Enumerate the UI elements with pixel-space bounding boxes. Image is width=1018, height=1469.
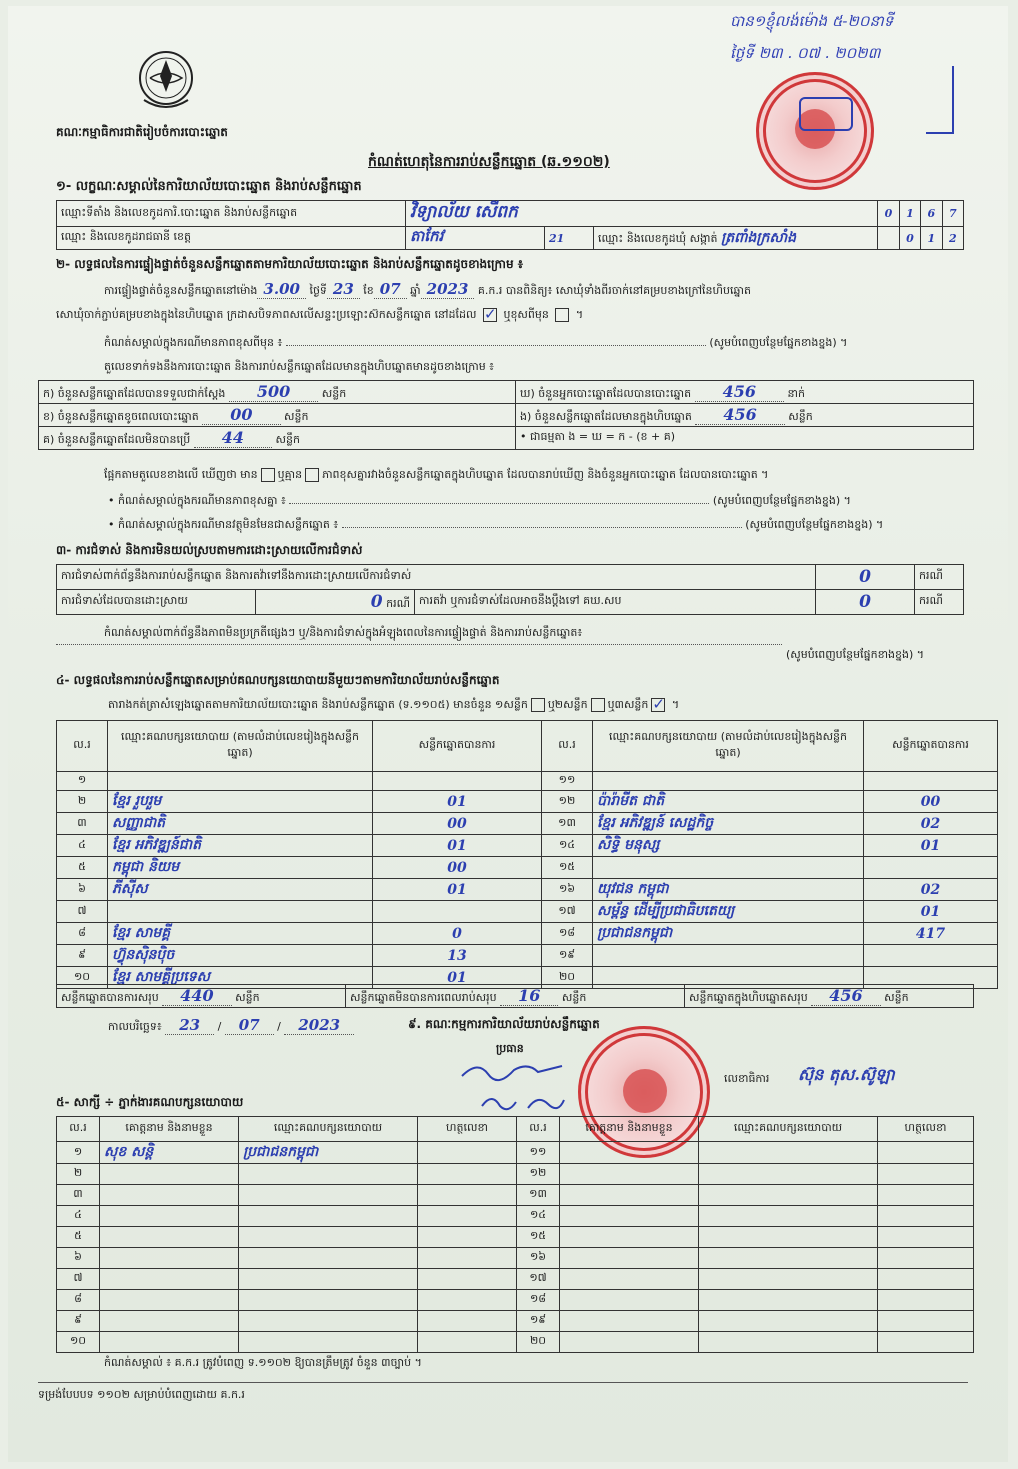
three-sheets-checkbox[interactable] [651,698,665,712]
committee-label: ៩. គណៈកម្មការការិយាល័យរាប់សន្លឹកឆ្នោត [408,1017,600,1031]
verify-time: 3.00 [257,280,306,299]
section4-title: ៤- លទ្ធផលនៃការរាប់សន្លឹកឆ្នោតសម្រាប់គណបក្សនយោបាយនីមួយៗតាមការិយាល័យរាប់សន្លឹកឆ្នោត [56,673,500,687]
totals-row: សន្លឹកឆ្នោតបានការសរុប 440 សន្លឹក សន្លឹកឆ្នោតមិនបានការពេលរាប់សរុប 16 សន្លឹក សន្លឹកឆ្នោតក្នុងហិបឆ្នោតសរុប 456 សន្លឹក [56,984,974,1008]
verify-year: 2023 [421,280,475,299]
unchanged-checkbox[interactable] [483,308,497,322]
form-footer: ទម្រង់បែបបទ ១១០២ សម្រាប់បំពេញដោយ គ.ក.រ [38,1388,245,1401]
row-number: ១ [73,1144,83,1158]
president-signature [458,1056,568,1084]
party-name: សម្ព័ន្ធ ដើម្បីប្រជាធិបតេយ្យ [597,903,735,919]
commune-label: ឈ្មោះ និងលេខកូដឃុំ សង្កាត់ [598,231,718,245]
party-votes: 01 [447,793,467,810]
row-number: ១៤ [558,837,576,851]
received-note-bracket [926,66,954,134]
party-votes: 00 [920,793,941,810]
party-name: យុវជន កម្ពុជា [597,881,669,897]
resolved-count: 0 [370,591,383,612]
bullet-difference-note: • កំណត់សម្គាល់ក្នុងករណីមានភាពខុសគ្នា ៖ (សូមបំពេញបន្ថែមផ្នែកខាងខ្នង) ។ [108,494,851,507]
party-name: កម្ពុជា និយម [112,859,180,875]
row-number: ២០ [529,1334,547,1347]
total-valid: 440 [162,986,231,1006]
row-number: ៥ [74,1229,82,1242]
table-row [57,835,998,857]
row-number: ៨ [74,1292,82,1305]
footnote: កំណត់សម្គាល់ ៖ គ.ក.រ ត្រូវបំពេញ ទ.១១០២ ឱ្យបានត្រឹមត្រូវ ចំនួន ៣ច្បាប់ ។ [104,1356,422,1369]
secretary-label: លេខាធិការ [724,1072,770,1085]
bullet-foreign-object-note: • កំណត់សម្គាល់ក្នុងករណីមានវត្ថុមិនមែនជាសន្លឹកឆ្នោត ៖ (សូមបំពេញបន្ថែមផ្នែកខាងខ្នង) ។ [108,518,884,531]
row-number: ៤ [74,1208,82,1221]
irregularity-note-suffix: (សូមបំពេញបន្ថែមផ្នែកខាងខ្នង) ។ [786,648,925,661]
objection-count: 0 [859,567,871,587]
row-number: ៨ [78,925,86,939]
party-name: ខ្មែរ សាមគ្គី [112,925,171,941]
row-number: ១៥ [558,859,576,873]
comparison-line: ផ្អែកតាមតួលេខខាងលើ ឃើញថា មាន ឬគ្មាន ភាពខុសគ្នារវាងចំនួនសន្លឹកឆ្នោតក្នុងហិបឆ្នោត ដែលបានរាប់ឃើញ និងចំនួនអ្នកបោះឆ្នោត ដែលបានបោះឆ្នោត ។ [104,468,769,481]
row-number: ១ [77,773,87,786]
witness-row [57,1269,974,1290]
voters-count: 456 [695,382,784,402]
section2-title: ២- លទ្ធផលនៃការផ្ទៀងផ្ទាត់ចំនួនសន្លឹកឆ្នោតតាមការិយាល័យបោះឆ្នោត និងរាប់សន្លឹកឆ្នោតដូចខាងក្រោម ៖ [56,257,524,271]
nec-emblem-icon [136,48,196,118]
party-votes: 00 [447,859,467,876]
row-number: ៣ [77,815,87,829]
row-number: ៧ [73,1271,83,1284]
form-page [8,6,1008,1462]
difference-note-line: កំណត់សម្គាល់ក្នុងករណីមានភាពខុសពីមុន ៖ (សូមបំពេញបន្ថែមផ្នែកខាងខ្នង) ។ [104,336,848,349]
row-number: ១៦ [529,1250,547,1263]
party-votes: 13 [447,947,467,964]
witness-row [57,1290,974,1311]
code-digit: 6 [927,207,936,220]
witness-row [57,1332,974,1353]
party-votes: 417 [915,925,946,942]
party-name: សិទ្ធិ មនុស្ស [597,837,660,853]
section1-title: ១- លក្ខណៈសម្គាល់នៃការិយាល័យបោះឆ្នោត និងរាប់សន្លឹកឆ្នោត [56,179,362,194]
row-number: ៩ [74,1313,82,1326]
has-difference-checkbox[interactable] [261,468,275,482]
row-number: ១៧ [558,903,576,917]
witness-party: ប្រជាជនកម្ពុជា [243,1144,319,1160]
party-votes: 00 [447,815,467,832]
party-votes: 02 [920,881,941,898]
objections-table: ការជំទាស់ពាក់ព័ន្ធនឹងការរាប់សន្លឹកឆ្នោត និងការតវ៉ាទៅនឹងការដោះស្រាយលើការជំទាស់ 0 ករណី ការជំទាស់ដែលបានដោះស្រាយ 0 ករណី ការតវ៉ា ឬការជំទាស់ដែលអាចនឹងប្តឹងទៅ គឃ.សប 0 ករណី [56,564,964,615]
row-number: ១២ [529,1166,547,1179]
code-digit: 7 [948,207,957,220]
received-note-time: បាន១ខ្ញុំលង់ម៉ោង ៥-២០នាទី [730,12,894,30]
witness-row [57,1248,974,1269]
verification-line1: ការផ្ទៀងផ្ទាត់ចំនួនសន្លឹកឆ្នោតនៅម៉ោង 3.00 ថ្ងៃទី 23 ខែ 07 ឆ្នាំ 2023 គ.ក.រ បានពិនិត្យ៖ សោឃុំទាំងពីរចាក់នៅគម្របខាងក្រៅនៃហិបឆ្នោត [104,280,751,298]
party-name: សញ្ញាជាតិ [112,815,166,831]
location-label: ឈ្មោះទីតាំង និងលេខកូដការិ.បោះឆ្នោត និងរាប់សន្លឹកឆ្នោត [57,201,406,227]
witness-row [57,1164,974,1185]
row-number: ១៣ [558,815,576,829]
witness-row [57,1227,974,1248]
location-value: វិទ្យាល័យ សើពក [410,202,518,222]
witness-row [57,1185,974,1206]
verify-month: 07 [374,280,407,299]
total-invalid: 16 [500,986,558,1006]
ballot-figures-table: ក) ចំនួនសន្លឹកឆ្នោតដែលបានទទួលជាក់ស្តែង 500 សន្លឹក ឃ) ចំនួនអ្នកបោះឆ្នោតដែលបានបោះឆ្នោត 456 នាក់ ខ) ចំនួនសន្លឹកឆ្នោតខូចពេលបោះឆ្នោត 00 សន្លឹក ង) ចំនួនសន្លឹកឆ្នោតដែលមានក្នុងហិបឆ្នោត 456 សន្លឹក គ) ចំនួនសន្លឹកឆ្នោតដែលមិនបានប្រើ 44 សន្លឹក • ជាធម្មតា ង = ឃ = ក - (ខ + គ) [38,380,974,450]
row-number: ៧ [77,903,87,917]
witness-row [57,1206,974,1227]
official-seal-top [756,72,874,190]
objection-row1-label: ការជំទាស់ពាក់ព័ន្ធនឹងការរាប់សន្លឹកឆ្នោត និងការតវ៉ាទៅនឹងការដោះស្រាយលើការជំទាស់ [57,565,816,590]
row-number: ១៩ [558,947,576,961]
party-name: ខ្មែរ អភិវឌ្ឍន៍ជាតិ [112,837,202,853]
figures-intro: តួលេខទាក់ទងនឹងការបោះឆ្នោត និងការរាប់សន្លឹកឆ្នោតដែលមានក្នុងហិបឆ្នោតមានដូចខាងក្រោម ៖ [104,360,495,373]
party-name: ប្រជាជនកម្ពុជា [597,925,673,941]
witness-row [57,1311,974,1332]
party-votes: 01 [447,837,467,854]
party-votes: 01 [447,969,467,986]
two-sheets-checkbox[interactable] [591,698,605,712]
row-number: ១៩ [529,1313,547,1326]
commune-code-digit: 2 [948,231,957,245]
party-name: ប៉ារ៉ាមីត ជាតិ [597,793,665,809]
president-label: ប្រធាន [496,1042,524,1055]
province-value: តាកែវ [410,227,444,245]
secretary-name: ស៊ុន តុស.ស៊ូឡា [798,1065,895,1084]
form-title: កំណត់ហេតុនៃការរាប់សន្លឹកឆ្នោត (ឆ.១១០២) [368,154,610,170]
org-name: គណៈកម្មាធិការជាតិរៀបចំការបោះឆ្នោត [56,125,228,139]
total-in-box: 456 [811,986,880,1006]
row-number: ៤ [78,837,86,851]
table-row [57,879,998,901]
province-label: ឈ្មោះ និងលេខកូដរាជធានី ខេត្ត [57,227,406,250]
row-number: ១២ [558,793,576,807]
appeal-label: ការតវ៉ា ឬការជំទាស់ដែលអាចនឹងប្តឹងទៅ គឃ.សប [415,590,816,615]
section1-table [56,200,964,250]
row-number: ១១ [558,773,576,786]
party-votes: 01 [447,881,467,898]
commune-code-digit: 0 [906,231,914,245]
witness-name: សុខ សន្តិ [104,1144,154,1160]
ballots-in-box: 456 [695,405,784,425]
row-number: ១៥ [529,1229,547,1242]
row-number: ៦ [78,881,86,895]
row-number: ១៣ [529,1187,547,1200]
formula: ជាធម្មតា ង = ឃ = ក - (ខ + គ) [530,430,675,443]
party-name: ហ៊្វុនស៊ិនប៉ិច [112,947,175,963]
table-row [57,923,998,945]
party-name: ខ្មែរ សាមគ្គីប្រទេស [112,969,210,985]
row-number: ១៦ [558,881,576,895]
appeal-count: 0 [859,592,871,612]
changed-checkbox[interactable] [555,308,569,322]
party-votes: 01 [920,837,941,854]
verification-line2: សោឃុំចាក់ភ្ជាប់គម្របខាងក្នុងនៃហិបឆ្នោត ក្រដាសបិទភាពសលើសន្ទះប្រឡោះស៊កសន្លឹកឆ្នោត នៅដដែល ✓ ឬខុសពីមុន ។ [56,308,583,324]
row-number: ៩ [78,947,86,961]
row-number: ៦ [74,1250,82,1263]
party-name: ខ្មែរ រួបរួម [112,793,162,809]
party-name: ភីស៊ីស [112,881,148,897]
member-signature [478,1090,568,1116]
received-ballots: 500 [229,382,318,402]
table-row [57,791,998,813]
section5-title: ៥- សាក្សី ÷ ភ្នាក់ងារគណបក្សនយោបាយ [56,1095,244,1109]
party-votes: 02 [920,815,941,832]
party-name: ខ្មែរ អភិវឌ្ឍន៍ សេដ្ឋកិច្ច [597,815,714,831]
unused-ballots: 44 [194,428,272,448]
row-number: ១១ [529,1144,547,1158]
resolved-label: ការជំទាស់ដែលបានដោះស្រាយ [57,590,256,615]
row-number: ១០ [69,1334,87,1347]
table-row [57,772,998,791]
row-number: ២ [77,793,87,807]
tally-sheet-line: តារាងកត់ត្រាសំឡេងឆ្នោតតាមការិយាល័យបោះឆ្នោត និងរាប់សន្លឹកឆ្នោត (ទ.១១០៥) មានចំនួន ១សន្លឹក ឬ២សន្លឹក ឬ៣សន្លឹក✓ ។ [108,698,679,714]
row-number: ៥ [78,859,86,873]
commune-value: ត្រពាំងក្រសាំង [721,229,797,246]
row-number: ១០ [73,969,91,983]
verify-day: 23 [327,280,360,299]
party-votes: 01 [920,903,941,920]
table-row [57,901,998,923]
province-code: 21 [549,231,565,245]
row-number: ១៨ [529,1292,547,1305]
one-sheet-checkbox[interactable] [531,698,545,712]
witness-table: ល.រ គោត្តនាម និងនាមខ្លួន ឈ្មោះគណបក្សនយោបាយ ហត្ថលេខា ល.រ គោត្តនាម និងនាមខ្លួន ឈ្មោះគណបក្សនយោបាយ ហត្ថលេខា ១ សុខ សន្តិ ប្រជាជនកម្ពុជា ១១ ២ ១២ ៣ ១៣ ៤ ១៤ ៥ ១៥ ៦ ១៦ ៧ ១៧ ៨ ១៨ ៩ ១៩ ១០ ២០ [56,1116,974,1353]
party-results-table: ល.រ ឈ្មោះគណបក្សនយោបាយ (តាមលំដាប់លេខរៀងក្នុងសន្លឹកឆ្នោត) សន្លឹកឆ្នោតបានការ ល.រ ឈ្មោះគណបក្សនយោបាយ (តាមលំដាប់លេខរៀងក្នុងសន្លឹកឆ្នោត) សន្លឹកឆ្នោតបានការ ១ ១១ ២ ខ្មែរ រួបរួម 01 ១២ ប៉ារ៉ាមីត ជាតិ 00 ៣ សញ្ញាជាតិ 00 ១៣ ខ្មែរ អភិវឌ្ឍន៍ សេដ្ឋកិច្ច 02 ៤ ខ្មែរ អភិវឌ្ឍន៍ជាតិ 01 ១៤ សិទ្ធិ មនុស្ស 01 ៥ កម្ពុជា និយម 00 ១៥ ៦ ភីស៊ីស 01 ១៦ យុវជន កម្ពុជា 02 ៧ ១៧ សម្ព័ន្ធ ដើម្បីប្រជាធិបតេយ្យ 01 ៨ ខ្មែរ សាមគ្គី 0 ១៨ ប្រជាជនកម្ពុជា 417 ៩ ហ៊្វុនស៊ិនប៉ិច 13 ១៩ ១០ ខ្មែរ សាមគ្គីប្រទេស 01 ២០ [56,720,998,989]
signing-date: កាលបរិច្ឆេទ៖ 23 / 07 / 2023 [108,1016,354,1036]
row-number: ២ [73,1166,83,1179]
received-note-date: ថ្ងៃទី ២៣ . ០៧ . ២០២៣ [730,44,881,62]
code-digit: 0 [884,207,893,220]
commune-code-digit: 1 [927,231,936,245]
row-number: ១៧ [529,1271,547,1284]
irregularity-note: កំណត់សម្គាល់ពាក់ព័ន្ធនឹងភាពមិនប្រក្រតីផ្សេងៗ ឬ/និងការជំទាស់ក្នុងអំឡុងពេលនៃការផ្ទៀងផ្ទាត់ និងការរាប់សន្លឹកឆ្នោត៖ [104,626,583,639]
row-number: ១៤ [529,1208,547,1221]
row-number: ១៨ [558,925,576,939]
table-row [57,857,998,879]
spoiled-ballots: 00 [202,405,280,425]
code-digit: 1 [906,207,914,220]
row-number: ២០ [558,969,576,983]
row-number: ៣ [73,1187,83,1200]
no-difference-checkbox[interactable] [305,468,319,482]
table-row [57,945,998,967]
table-row [57,813,998,835]
witness-row [57,1142,974,1164]
section3-title: ៣- ការជំទាស់ និងការមិនយល់ស្របតាមការដោះស្រាយលើការជំទាស់ [56,543,363,557]
party-votes: 0 [452,925,462,942]
